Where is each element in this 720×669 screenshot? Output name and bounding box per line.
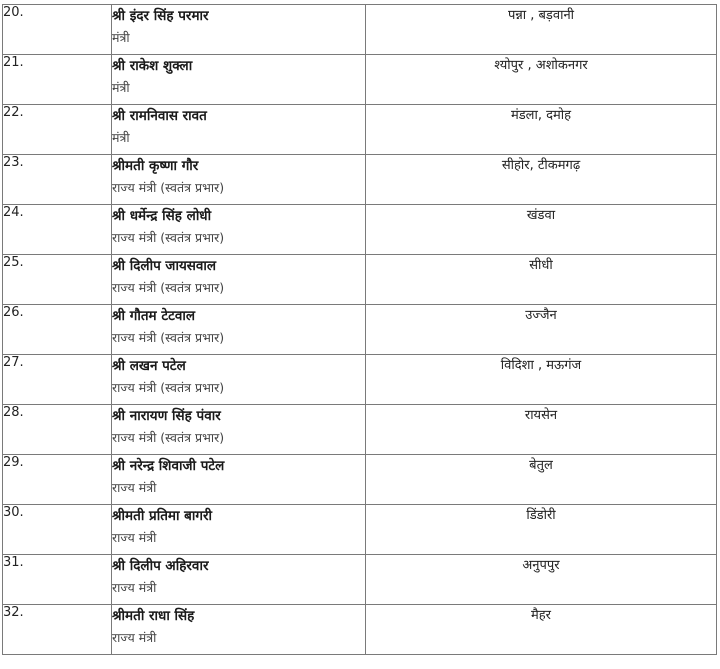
serial-number: 32. [3,605,112,655]
minister-cell [112,5,366,55]
minister-name: श्री धर्मेन्द्र सिंह लोधी [112,208,212,224]
serial-number: 22. [3,105,112,155]
minister-cell [112,305,366,355]
minister-cell [112,205,366,255]
district-charge: उज्जैन [366,305,717,355]
minister-cell [112,355,366,405]
ministers-table [2,4,717,655]
minister-designation: राज्य मंत्री (स्वतंत्र प्रभार) [112,380,225,395]
minister-designation: राज्य मंत्री [112,530,157,545]
minister-name: श्री रामनिवास रावत [112,108,207,124]
table-row [3,205,717,255]
minister-designation: राज्य मंत्री (स्वतंत्र प्रभार) [112,230,225,245]
table-row [3,255,717,305]
serial-number: 31. [3,555,112,605]
district-charge: सीधी [366,255,717,305]
table-row [3,405,717,455]
district-charge: रायसेन [366,405,717,455]
district-charge: खंडवा [366,205,717,255]
district-charge: मैहर [366,605,717,655]
serial-number: 23. [3,155,112,205]
minister-name: श्रीमती राधा सिंह [112,608,195,624]
serial-number: 20. [3,5,112,55]
minister-designation: राज्य मंत्री [112,580,157,595]
minister-designation: राज्य मंत्री [112,480,157,495]
district-charge: विदिशा , मऊगंज [366,355,717,405]
table-row [3,455,717,505]
serial-number: 25. [3,255,112,305]
minister-designation: राज्य मंत्री [112,630,157,645]
table-row [3,555,717,605]
minister-cell [112,605,366,655]
minister-name: श्री नारायण सिंह पंवार [112,408,221,424]
minister-cell [112,405,366,455]
minister-name: श्री गौतम टेटवाल [112,308,196,324]
minister-name: श्री इंदर सिंह परमार [112,8,209,24]
minister-name: श्री दिलीप जायसवाल [112,258,217,274]
minister-name: श्री नरेन्द्र शिवाजी पटेल [112,458,225,474]
serial-number: 21. [3,55,112,105]
minister-cell [112,55,366,105]
serial-number: 30. [3,505,112,555]
district-charge: सीहोर, टीकमगढ़ [366,155,717,205]
serial-number: 26. [3,305,112,355]
minister-designation: मंत्री [112,130,130,145]
minister-cell [112,555,366,605]
table-body [3,5,717,655]
minister-cell [112,455,366,505]
table-row [3,55,717,105]
minister-cell [112,505,366,555]
table-row [3,355,717,405]
serial-number: 28. [3,405,112,455]
minister-cell [112,155,366,205]
table-row [3,105,717,155]
table-row [3,155,717,205]
serial-number: 24. [3,205,112,255]
district-charge: पन्ना , बड़वानी [366,5,717,55]
minister-cell [112,105,366,155]
minister-designation: राज्य मंत्री (स्वतंत्र प्रभार) [112,430,225,445]
table-row [3,505,717,555]
minister-designation: मंत्री [112,80,130,95]
table-row [3,305,717,355]
district-charge: अनुपपुर [366,555,717,605]
minister-name: श्री राकेश शुक्ला [112,58,193,74]
minister-name: श्रीमती प्रतिमा बागरी [112,508,212,524]
district-charge: डिंडोरी [366,505,717,555]
minister-name: श्री दिलीप अहिरवार [112,558,209,574]
minister-name: श्रीमती कृष्णा गौर [112,158,199,174]
serial-number: 27. [3,355,112,405]
district-charge: बेतुल [366,455,717,505]
table-row [3,5,717,55]
district-charge: श्योपुर , अशोकनगर [366,55,717,105]
minister-designation: मंत्री [112,30,130,45]
district-charge: मंडला, दमोह [366,105,717,155]
minister-designation: राज्य मंत्री (स्वतंत्र प्रभार) [112,280,225,295]
minister-name: श्री लखन पटेल [112,358,186,374]
minister-cell [112,255,366,305]
table-row [3,605,717,655]
minister-designation: राज्य मंत्री (स्वतंत्र प्रभार) [112,180,225,195]
minister-designation: राज्य मंत्री (स्वतंत्र प्रभार) [112,330,225,345]
serial-number: 29. [3,455,112,505]
